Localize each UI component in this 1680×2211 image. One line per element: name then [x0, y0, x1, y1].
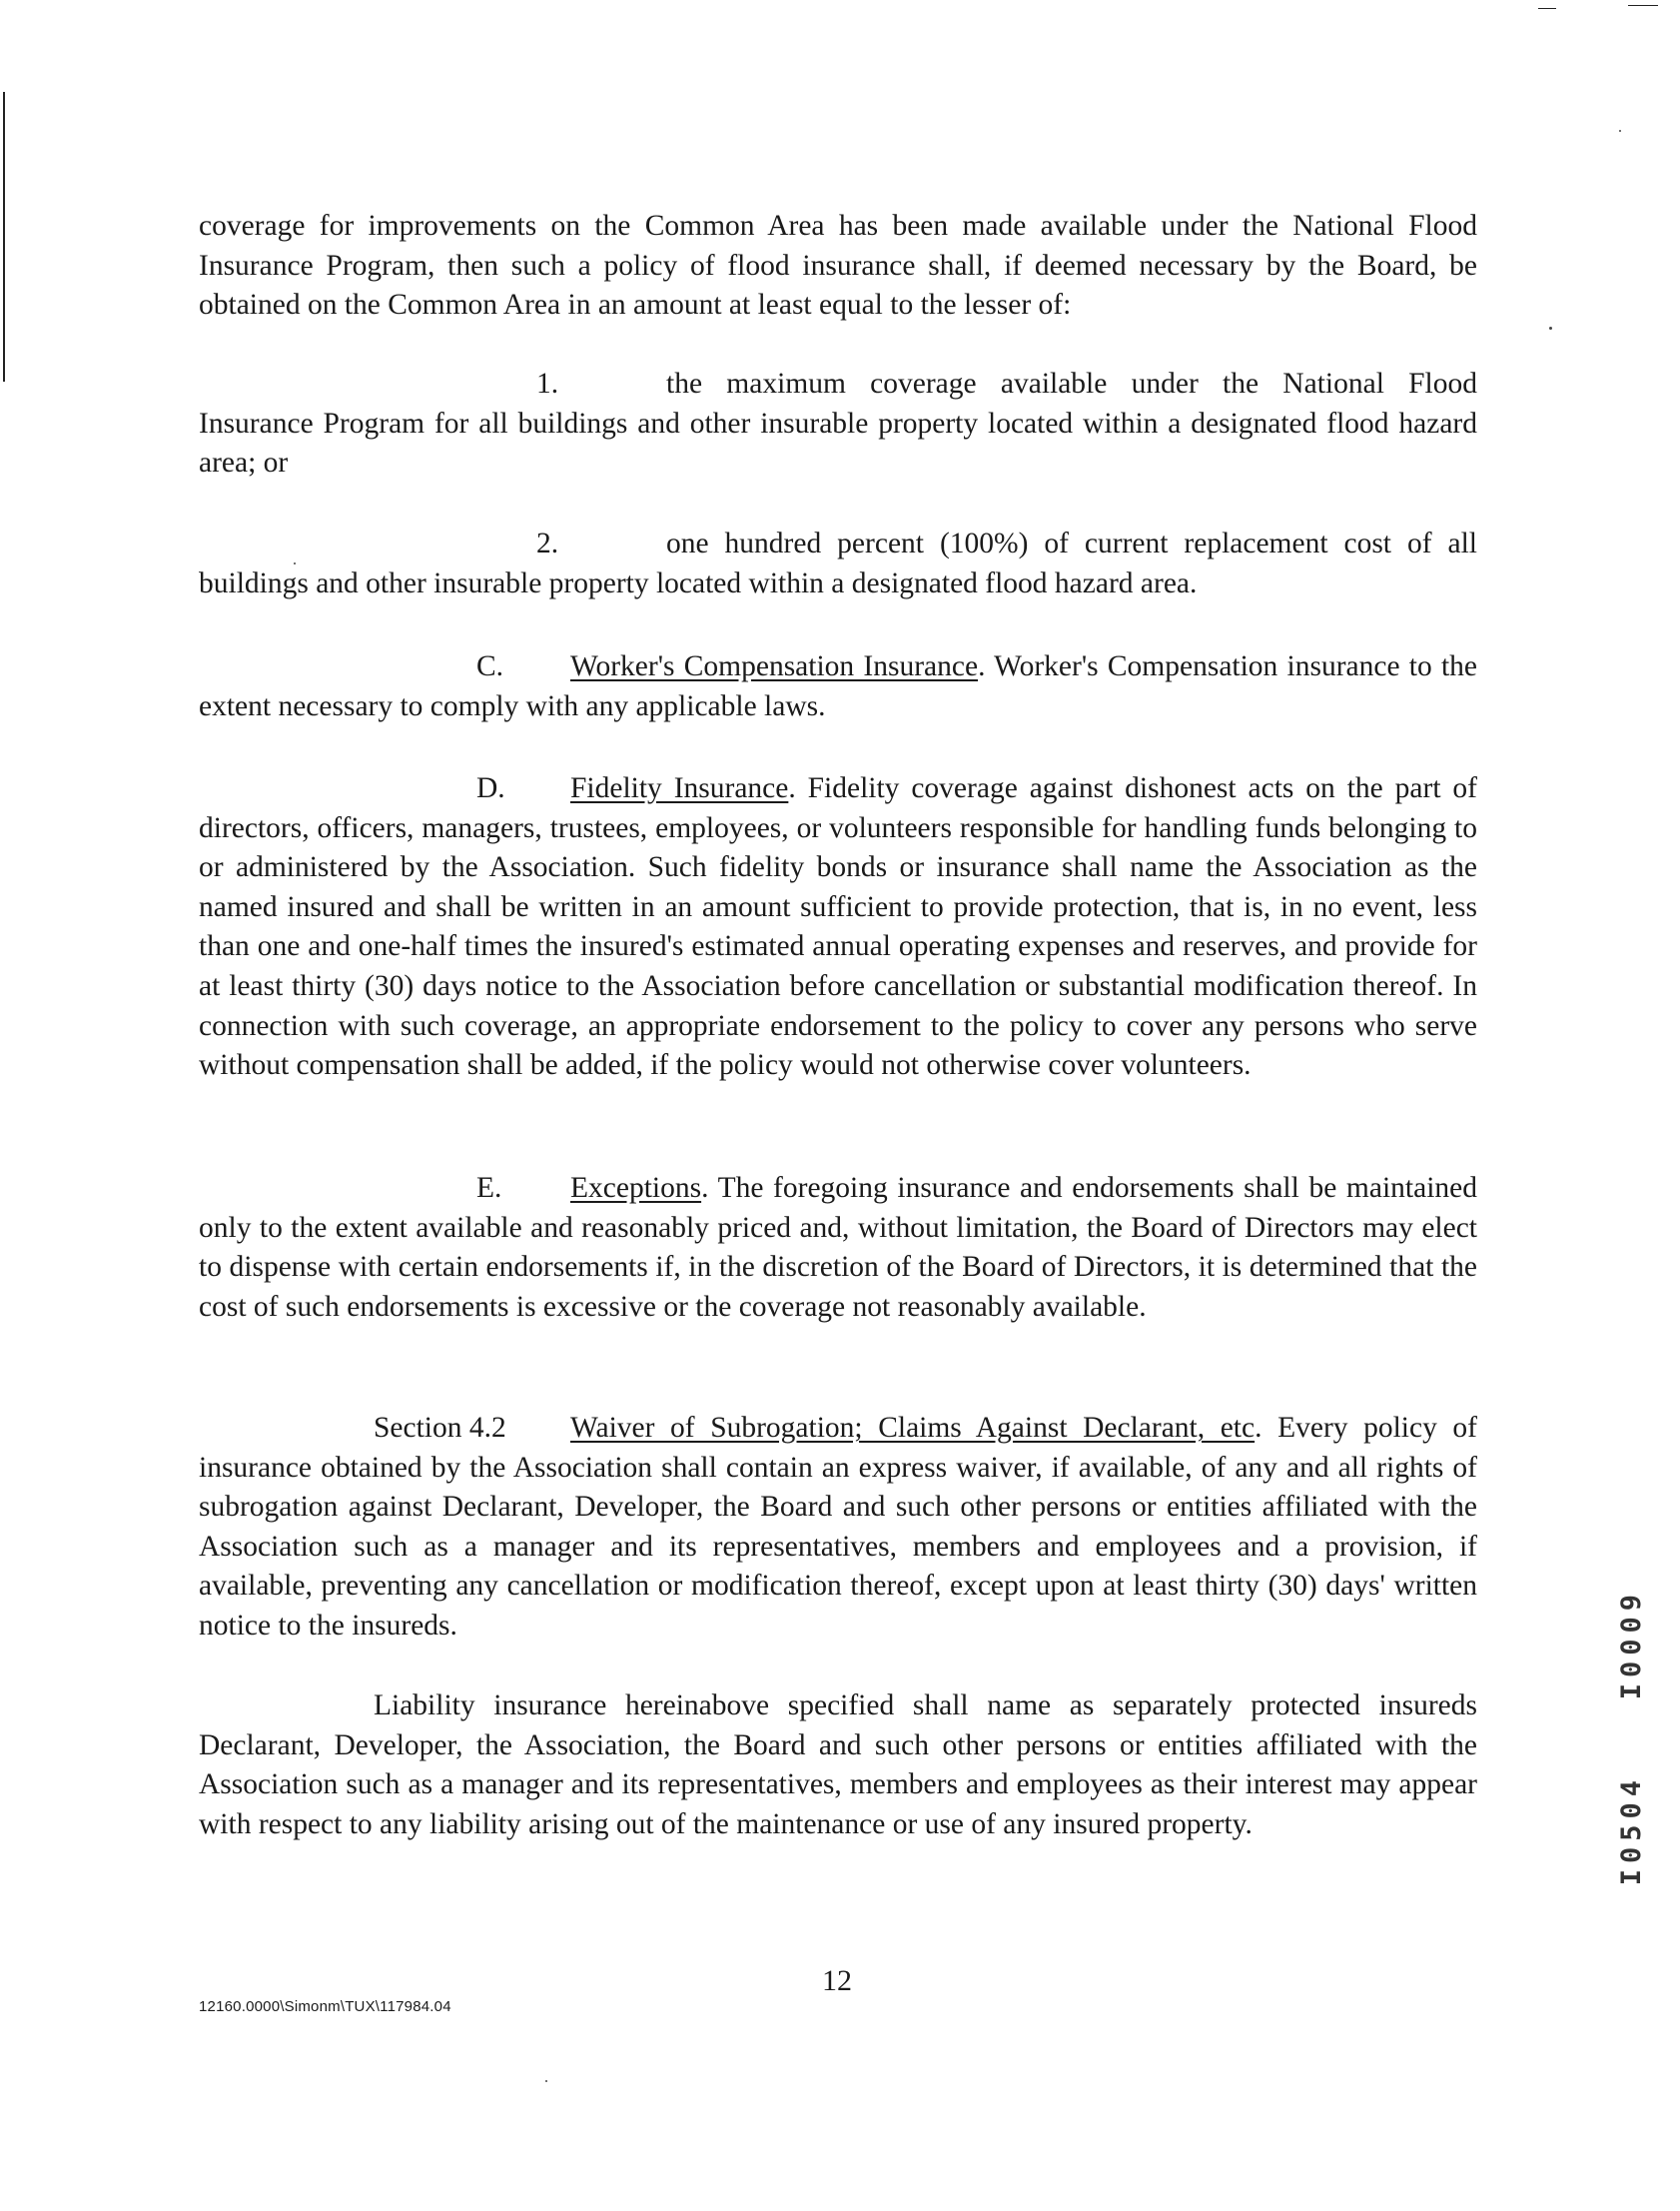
list-item-2: 2. one hundred percent (100%) of current replacement cost of all buildings and other insurable property located within a designated flood hazard area. [199, 525, 1477, 603]
scan-speck [1549, 327, 1552, 330]
scan-edge-mark [1628, 5, 1658, 6]
liability-paragraph: Liability insurance hereinabove specified shall name as separately protected insureds Declarant, Developer, the Association, the Board and such other persons or entities affiliated with the Association such as a manager and its representatives, members and employees as their interest may appear with respect to any liability arising out of the maintenance or use of any insured property. [199, 1689, 1477, 1840]
scan-speck [545, 2080, 547, 2082]
section-c-paragraph: C. Worker's Compensation Insurance. Worker's Compensation insurance to the extent necessary to comply with any applicable laws. [199, 647, 1477, 726]
margin-stamp-bottom: I0504 [1616, 1774, 1647, 1886]
scan-edge-mark [3, 92, 5, 382]
item-2-number: 2. [536, 528, 559, 559]
section-4-2-paragraph: Section 4.2 Waiver of Subrogation; Claims Against Declarant, etc. Every policy of insurance obtained by the Association shall contain an express waiver, if available, of any and all rights of subrogation against Declarant, Developer, the Board and such other persons or entities affiliated with the Association such as a manager and its representatives, members and employees and a provision, if available, preventing any cancellation or modification thereof, except upon at least thirty (30) days' written notice to the insureds. [199, 1409, 1477, 1647]
section-c-letter: C. [476, 650, 504, 682]
section-4-2-label: Section 4.2 [374, 1412, 506, 1444]
section-e-heading: Exceptions [570, 1172, 702, 1204]
section-d-heading: Fidelity Insurance [570, 772, 789, 804]
section-4-2-heading: Waiver of Subrogation; Claims Against Declarant, etc [570, 1412, 1256, 1444]
margin-stamp-top: I0009 [1616, 1589, 1647, 1700]
item-1-number: 1. [536, 368, 559, 400]
page-number: 12 [822, 1964, 852, 1997]
section-d-paragraph: D. Fidelity Insurance. Fidelity coverage against dishonest acts on the part of directors, officers, managers, trustees, employees, or volunteers responsible for handling funds belonging to or administered by the Association. Such fidelity bonds or insurance shall name the Association as the named insured and shall be written in an amount sufficient to provide protection, that is, in no event, less than one and one-half times the insured's estimated annual operating expenses and reserves, and provide for at least thirty (30) days notice to the Association before cancellation or substantial modification thereof. In connection with such coverage, an appropriate endorsement to the policy to cover any persons who serve without compensation shall be added, if the policy would not otherwise cover volunteers. [199, 769, 1477, 1086]
section-d-letter: D. [476, 772, 505, 804]
document-reference-number: 12160.0000\Simonm\TUX\117984.04 [199, 1998, 451, 2015]
scan-edge-mark [1538, 8, 1556, 9]
list-item-1: 1. the maximum coverage available under the National Flood Insurance Program for all buildings and other insurable property located within a designated flood hazard area; or [199, 365, 1477, 484]
section-c-heading: Worker's Compensation Insurance [570, 650, 979, 682]
intro-paragraph: coverage for improvements on the Common Area has been made available under the National Flood Insurance Program, then such a policy of flood insurance shall, if deemed necessary by the Board, be obtained on the Common Area in an amount at least equal to the lesser of: [199, 210, 1477, 322]
section-e-letter: E. [476, 1172, 502, 1204]
section-e-paragraph: E. Exceptions. The foregoing insurance and endorsements shall be maintained only to the extent available and reasonably priced and, without limitation, the Board of Directors may elect to dispense with certain endorsements if, in the discretion of the Board of Directors, it is determined that the cost of such endorsements is excessive or the coverage not reasonably available. [199, 1169, 1477, 1327]
scan-speck [1619, 130, 1621, 132]
